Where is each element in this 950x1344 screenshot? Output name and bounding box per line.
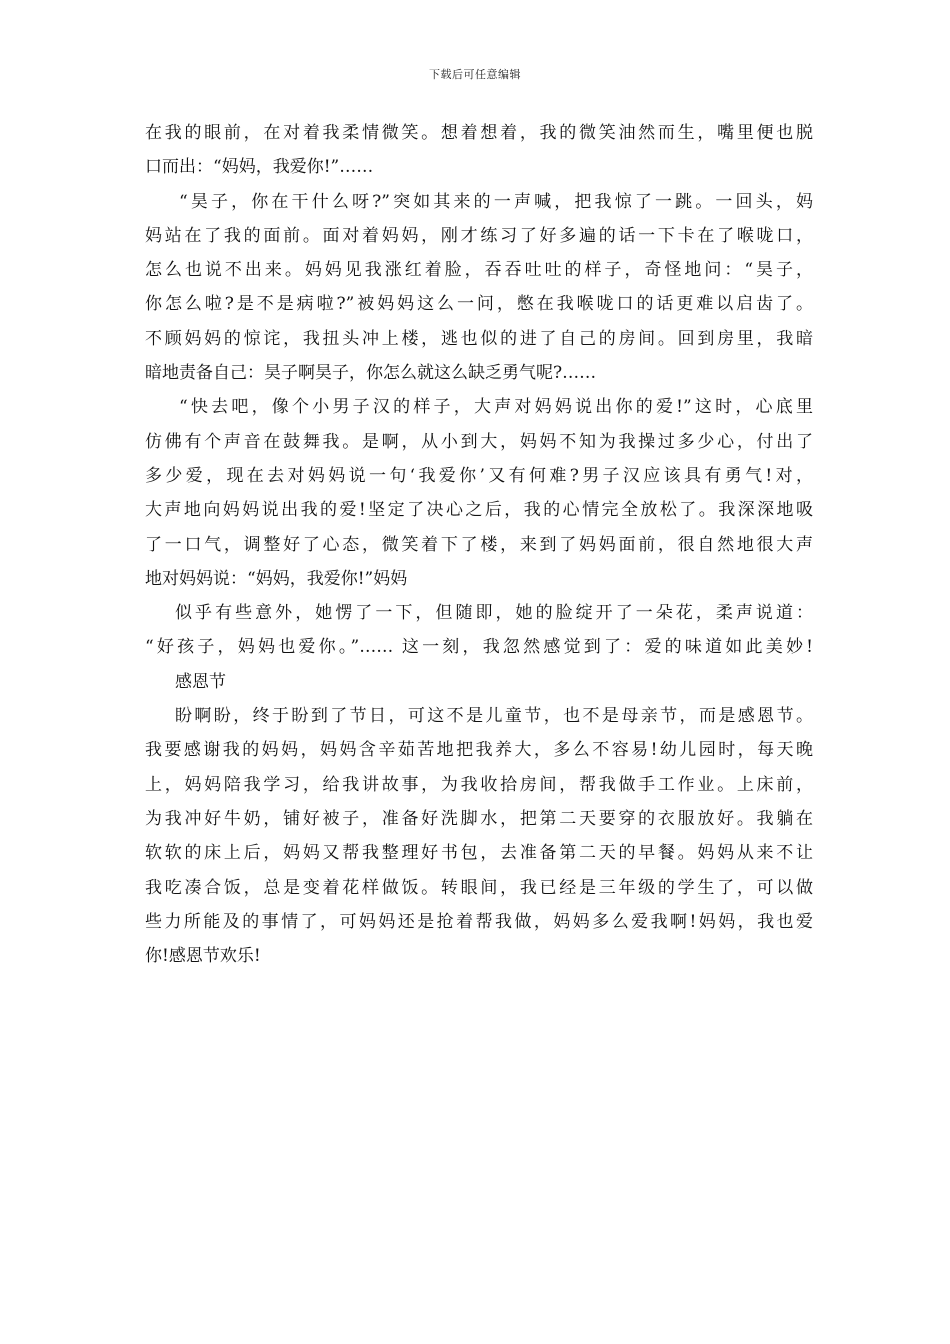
text-line: 仿佛有个声音在鼓舞我。是啊，从小到大，妈妈不知为我操过多少心，付出了	[145, 431, 813, 452]
text-line: 你怎么啦?是不是病啦?”被妈妈这么一问，憋在我喉咙口的话更难以启齿了。	[145, 294, 813, 315]
text-line: 口而出：“妈妈，我爱你!”……	[145, 157, 374, 178]
text-line: 妈站在了我的面前。面对着妈妈，刚才练习了好多遍的话一下卡在了喉咙口，	[145, 225, 813, 246]
text-line: 在我的眼前，在对着我柔情微笑。想着想着，我的微笑油然而生，嘴里便也脱	[145, 123, 813, 143]
text-line: 怎么也说不出来。妈妈见我涨红着脸，吞吞吐吐的样子，奇怪地问：“昊子，	[145, 260, 813, 281]
text-line: 盼啊盼，终于盼到了节日，可这不是儿童节，也不是母亲节，而是感恩节。	[175, 706, 813, 727]
text-line: “好孩子，妈妈也爱你。”…… 这一刻，我忽然感觉到了：爱的味道如此美妙!	[145, 637, 813, 658]
text-line: 软软的床上后，妈妈又帮我整理好书包，去准备第二天的早餐。妈妈从来不让	[145, 843, 813, 864]
page-header: 下载后可任意编辑	[429, 68, 521, 81]
text-line: 你!感恩节欢乐!	[145, 946, 261, 967]
text-line: 多少爱，现在去对妈妈说一句‘我爱你’又有何难?男子汉应该具有勇气!对，	[145, 465, 813, 486]
section-heading: 感恩节	[175, 671, 226, 692]
text-line: 我要感谢我的妈妈，妈妈含辛茹苦地把我养大，多么不容易!幼儿园时，每天晚	[145, 740, 813, 761]
text-line: 似乎有些意外，她愣了一下，但随即，她的脸绽开了一朵花，柔声说道：	[175, 603, 813, 624]
text-line: 些力所能及的事情了，可妈妈还是抢着帮我做，妈妈多么爱我啊!妈妈，我也爱	[145, 911, 813, 932]
document-body	[145, 116, 813, 973]
text-line: 上，妈妈陪我学习，给我讲故事，为我收拾房间，帮我做手工作业。上床前，	[145, 774, 813, 795]
text-line: 暗地责备自己：昊子啊昊子，你怎么就这么缺乏勇气呢?……	[145, 363, 597, 384]
text-line: 大声地向妈妈说出我的爱!坚定了决心之后，我的心情完全放松了。我深深地吸	[145, 500, 813, 521]
text-line: 地对妈妈说：“妈妈，我爱你!”妈妈	[145, 568, 408, 589]
text-line: “昊子，你在干什么呀?”突如其来的一声喊，把我惊了一跳。一回头，妈	[179, 191, 813, 212]
text-line: 为我冲好牛奶，铺好被子，准备好洗脚水，把第二天要穿的衣服放好。我躺在	[145, 808, 813, 829]
text-line: 不顾妈妈的惊诧，我扭头冲上楼，逃也似的进了自己的房间。回到房里，我暗	[145, 328, 813, 349]
text-line: “快去吧，像个小男子汉的样子，大声对妈妈说出你的爱!”这时，心底里	[179, 397, 813, 418]
text-line: 我吃凑合饭，总是变着花样做饭。转眼间，我已经是三年级的学生了，可以做	[145, 877, 813, 898]
text-line: 了一口气，调整好了心态，微笑着下了楼，来到了妈妈面前，很自然地很大声	[145, 534, 813, 555]
